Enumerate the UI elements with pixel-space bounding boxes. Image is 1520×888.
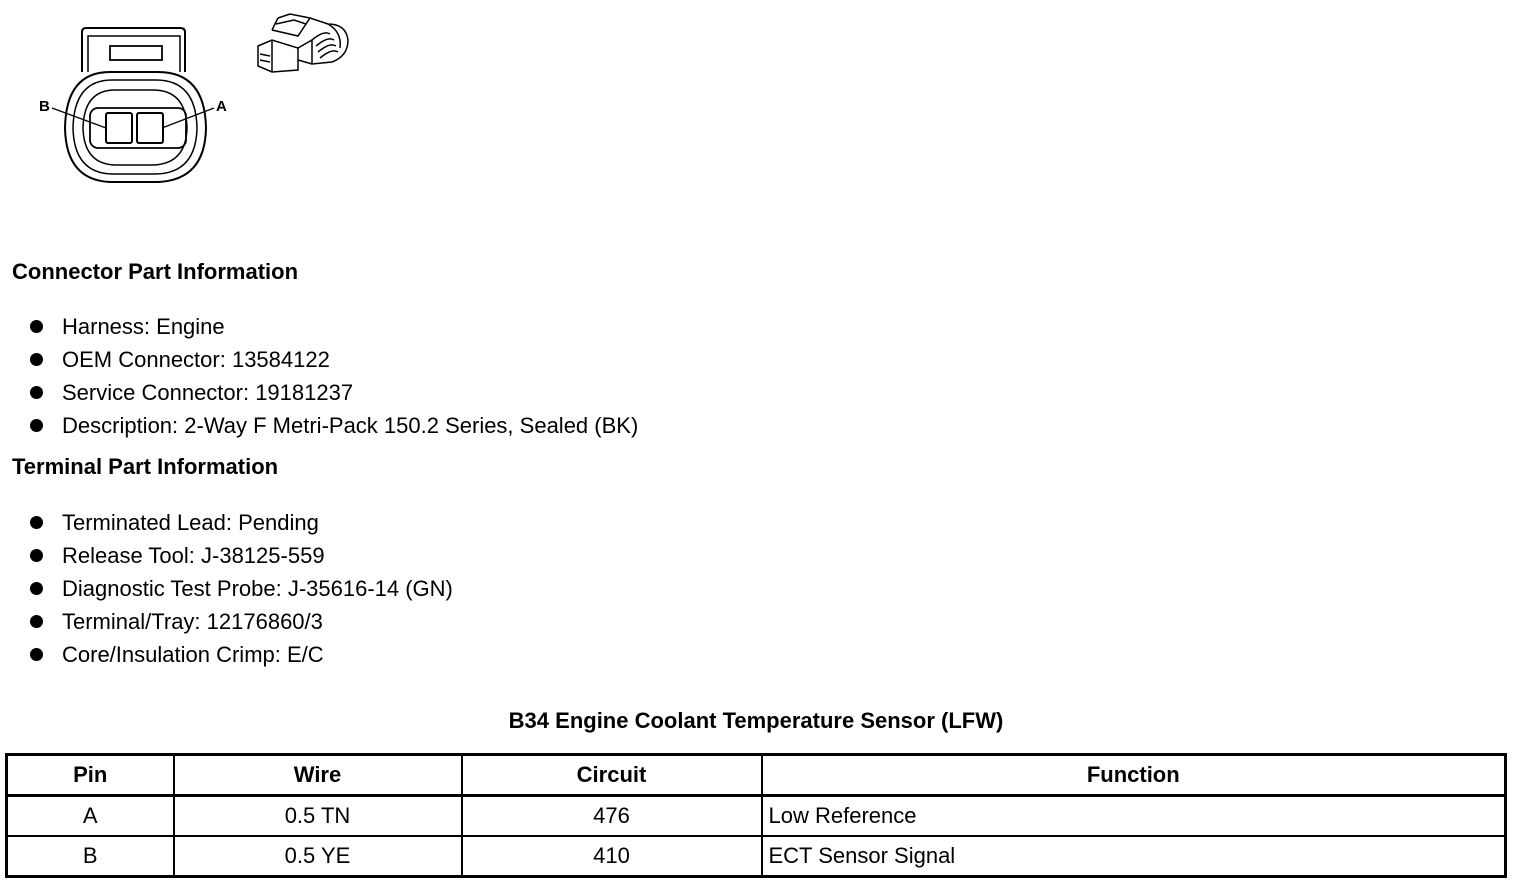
list-item: Terminated Lead: Pending [30,506,453,539]
connector-info-heading: Connector Part Information [12,259,299,284]
cell-wire: 0.5 TN [174,796,462,837]
list-item: Diagnostic Test Probe: J-35616-14 (GN) [30,572,453,605]
pin-table [5,753,1507,878]
cell-function: Low Reference [762,796,1506,837]
terminal-info-heading: Terminal Part Information [12,454,279,479]
header-circuit: Circuit [462,755,762,796]
connector-info-list [30,310,638,442]
pin-a-label: A [216,98,227,115]
list-item: Service Connector: 19181237 [30,376,638,409]
header-function: Function [762,755,1506,796]
cell-wire: 0.5 YE [174,836,462,877]
table-row [7,796,1506,837]
list-item: OEM Connector: 13584122 [30,343,638,376]
bullet-icon [30,320,43,333]
header-pin: Pin [7,755,174,796]
table-header-row [7,755,1506,796]
bullet-icon [30,615,43,628]
bullet-icon [30,386,43,399]
list-item: Terminal/Tray: 12176860/3 [30,605,453,638]
bullet-icon [30,353,43,366]
list-item: Description: 2-Way F Metri-Pack 150.2 Series, Sealed (BK) [30,409,638,442]
list-item: Release Tool: J-38125-559 [30,539,453,572]
bullet-icon [30,419,43,432]
cell-pin: B [7,836,174,877]
list-item: Harness: Engine [30,310,638,343]
bullet-icon [30,516,43,529]
bullet-icon [30,549,43,562]
pin-table-title: B34 Engine Coolant Temperature Sensor (LFW) [508,708,1004,733]
cell-pin: A [7,796,174,837]
pin-b-label: B [39,98,50,115]
connector-thumbnail [250,10,360,80]
cell-circuit: 476 [462,796,762,837]
list-item: Core/Insulation Crimp: E/C [30,638,453,671]
cell-function: ECT Sensor Signal [762,836,1506,877]
bullet-icon [30,582,43,595]
bullet-icon [30,648,43,661]
table-row [7,836,1506,877]
terminal-info-list [30,506,453,671]
cell-circuit: 410 [462,836,762,877]
header-wire: Wire [174,755,462,796]
